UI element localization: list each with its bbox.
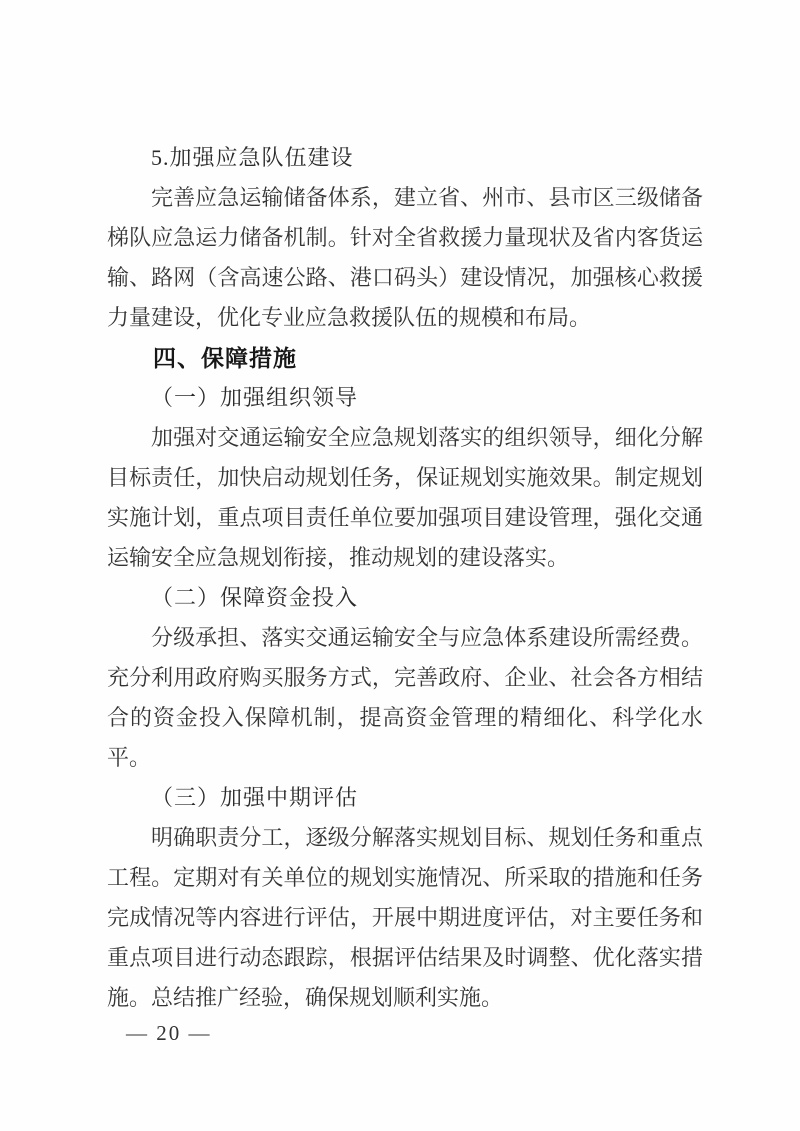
paragraph-midterm-evaluation: 明确职责分工，逐级分解落实规划目标、规划任务和重点工程。定期对有关单位的规划实施情况、所采取的措施和任务完成情况等内容进行评估，开展中期进度评估，对主要任务和重点项目进行动态跟踪，根据评估结果及时调整、优化落实措施。总结推广经验，确保规划顺利实施。 [107, 825, 703, 1010]
subsection-1-heading: （一）加强组织领导 [151, 385, 359, 410]
paragraph-organizational-leadership: 加强对交通运输安全应急规划落实的组织领导，细化分解目标责任，加快启动规划任务，保证规划实施效果。制定规划实施计划，重点项目责任单位要加强项目建设管理，强化交通运输安全应急规划衔接，推动规划的建设落实。 [107, 425, 703, 570]
document-content [107, 138, 703, 1018]
paragraph-funding-guarantee: 分级承担、落实交通运输安全与应急体系建设所需经费。充分利用政府购买服务方式，完善政府、企业、社会各方相结合的资金投入保障机制，提高资金管理的精细化、科学化水平。 [107, 625, 703, 770]
paragraph-emergency-team-building: 完善应急运输储备体系，建立省、州市、县市区三级储备梯队应急运力储备机制。针对全省救援力量现状及省内客货运输、路网（含高速公路、港口码头）建设情况，加强核心救援力量建设，优化专业应急救援队伍的规模和布局。 [107, 185, 703, 330]
subsection-2-heading: （二）保障资金投入 [151, 585, 359, 610]
page-number: — 20 — [126, 1021, 212, 1045]
subsection-3-heading: （三）加强中期评估 [151, 785, 359, 810]
part-4-heading: 四、保障措施 [153, 345, 297, 371]
section-5-heading: 5.加强应急队伍建设 [151, 145, 354, 170]
